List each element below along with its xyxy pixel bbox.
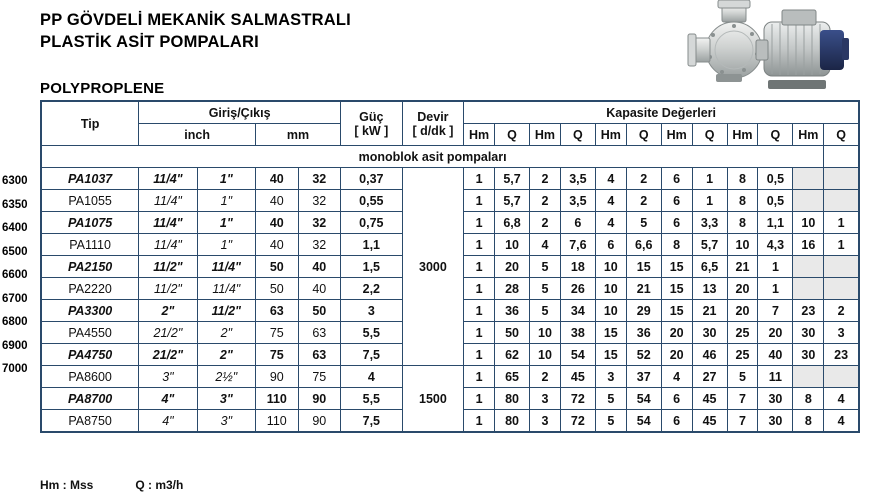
cell-mm-out: 40	[298, 278, 341, 300]
reference-code: 6350	[2, 198, 28, 211]
cell-q: 23	[824, 344, 859, 366]
cell-hm: 10	[595, 278, 626, 300]
cell-hm: 1	[464, 168, 495, 190]
cell-hm: 1	[464, 388, 495, 410]
section-band-label: monoblok asit pompaları	[41, 146, 824, 168]
cell-hm: 15	[661, 300, 692, 322]
col-header-hm: Hm	[595, 124, 626, 146]
pump-illustration-svg	[660, 0, 860, 100]
cell-q: 37	[626, 366, 661, 388]
cell-hm: 2	[530, 190, 561, 212]
cell-q: 34	[560, 300, 595, 322]
cell-power: 3	[341, 300, 403, 322]
col-header-rpm-line1: Devir	[417, 109, 449, 124]
cell-hm: 7	[727, 388, 758, 410]
col-header-q: Q	[495, 124, 530, 146]
table-row[interactable]	[41, 366, 859, 388]
cell-q: 10	[495, 234, 530, 256]
cell-inch-in: 11/4"	[139, 190, 197, 212]
cell-hm: 25	[727, 344, 758, 366]
cell-q: 40	[758, 344, 793, 366]
cell-hm: 5	[530, 278, 561, 300]
cell-power: 2,2	[341, 278, 403, 300]
cell-q: 27	[692, 366, 727, 388]
col-header-hm: Hm	[661, 124, 692, 146]
cell-hm: 5	[727, 366, 758, 388]
cell-mm-out: 32	[298, 168, 341, 190]
cell-mm-in: 50	[256, 278, 298, 300]
header	[40, 10, 640, 97]
cell-hm: 4	[661, 366, 692, 388]
col-header-tip: Tip	[41, 101, 139, 146]
cell-q	[824, 190, 859, 212]
cell-hm: 6	[661, 212, 692, 234]
cell-q: 26	[560, 278, 595, 300]
specification-table	[40, 100, 860, 433]
cell-mm-out: 75	[298, 366, 341, 388]
cell-hm	[793, 256, 824, 278]
cell-mm-in: 40	[256, 190, 298, 212]
cell-q: 1,1	[758, 212, 793, 234]
specification-table-wrapper	[40, 100, 860, 433]
cell-q: 50	[495, 322, 530, 344]
cell-q: 45	[560, 366, 595, 388]
cell-q: 54	[560, 344, 595, 366]
cell-inch-out: 1"	[197, 234, 255, 256]
cell-hm: 6	[661, 190, 692, 212]
cell-tip: PA3300	[41, 300, 139, 322]
cell-hm: 8	[793, 388, 824, 410]
cell-mm-in: 110	[256, 410, 298, 433]
cell-q: 62	[495, 344, 530, 366]
cell-power: 4	[341, 366, 403, 388]
table-row[interactable]	[41, 168, 859, 190]
cell-mm-in: 40	[256, 168, 298, 190]
cell-q: 20	[758, 322, 793, 344]
cell-hm: 4	[595, 168, 626, 190]
cell-inch-out: 11/4"	[197, 278, 255, 300]
cell-q: 4	[824, 410, 859, 433]
cell-tip: PA8700	[41, 388, 139, 410]
cell-hm	[793, 190, 824, 212]
cell-q: 65	[495, 366, 530, 388]
cell-hm: 10	[530, 322, 561, 344]
cell-tip: PA4750	[41, 344, 139, 366]
cell-hm: 2	[530, 168, 561, 190]
cell-mm-in: 40	[256, 212, 298, 234]
cell-hm: 5	[530, 300, 561, 322]
cell-hm: 4	[595, 190, 626, 212]
cell-q: 45	[692, 388, 727, 410]
cell-hm: 15	[661, 256, 692, 278]
cell-tip: PA1075	[41, 212, 139, 234]
cell-power: 0,37	[341, 168, 403, 190]
col-header-q: Q	[560, 124, 595, 146]
cell-hm: 15	[595, 322, 626, 344]
cell-hm: 5	[530, 256, 561, 278]
cell-hm: 10	[793, 212, 824, 234]
col-header-q: Q	[824, 124, 859, 146]
pump-product-image	[660, 0, 860, 100]
reference-code-column	[0, 100, 40, 382]
cell-q: 6,6	[626, 234, 661, 256]
cell-tip: PA1055	[41, 190, 139, 212]
cell-q: 18	[560, 256, 595, 278]
cell-q: 52	[626, 344, 661, 366]
col-header-power-line2: [ kW ]	[354, 123, 389, 138]
cell-q	[824, 366, 859, 388]
cell-hm: 2	[530, 366, 561, 388]
col-header-rpm-line2: [ d/dk ]	[412, 123, 454, 138]
cell-q: 1	[758, 278, 793, 300]
cell-inch-out: 11/4"	[197, 256, 255, 278]
cell-inch-in: 21/2"	[139, 322, 197, 344]
cell-q: 5	[626, 212, 661, 234]
cell-tip: PA8750	[41, 410, 139, 433]
cell-mm-out: 90	[298, 388, 341, 410]
cell-q: 80	[495, 388, 530, 410]
cell-hm: 10	[595, 300, 626, 322]
page-title-line2: PLASTİK ASİT POMPALARI	[40, 32, 259, 51]
cell-hm: 30	[793, 344, 824, 366]
col-header-hm: Hm	[464, 124, 495, 146]
cell-q: 20	[495, 256, 530, 278]
section-band-row	[41, 146, 859, 168]
cell-inch-in: 11/4"	[139, 212, 197, 234]
cell-mm-in: 40	[256, 234, 298, 256]
col-header-q: Q	[626, 124, 661, 146]
legend-q: Q : m3/h	[135, 478, 184, 492]
cell-hm: 1	[464, 190, 495, 212]
cell-q: 5,7	[495, 168, 530, 190]
cell-mm-in: 63	[256, 300, 298, 322]
cell-power: 7,5	[341, 344, 403, 366]
col-header-q: Q	[692, 124, 727, 146]
cell-hm: 6	[661, 410, 692, 433]
cell-hm: 1	[464, 344, 495, 366]
page-title	[40, 10, 640, 54]
cell-q: 4,3	[758, 234, 793, 256]
cell-q: 80	[495, 410, 530, 433]
cell-tip: PA2220	[41, 278, 139, 300]
cell-power: 1,5	[341, 256, 403, 278]
col-header-hm: Hm	[727, 124, 758, 146]
cell-hm: 8	[727, 168, 758, 190]
reference-code: 6900	[2, 339, 28, 352]
cell-inch-in: 2"	[139, 300, 197, 322]
cell-q: 4	[824, 388, 859, 410]
cell-q: 6,5	[692, 256, 727, 278]
table-head	[41, 101, 859, 146]
cell-q: 2	[626, 168, 661, 190]
cell-q: 11	[758, 366, 793, 388]
cell-q: 6	[560, 212, 595, 234]
cell-q: 36	[495, 300, 530, 322]
cell-q: 6,8	[495, 212, 530, 234]
cell-hm: 20	[661, 344, 692, 366]
table-body	[41, 146, 859, 433]
cell-q: 1	[824, 212, 859, 234]
cell-inch-in: 21/2"	[139, 344, 197, 366]
reference-code: 7000	[2, 363, 28, 375]
cell-power: 5,5	[341, 388, 403, 410]
cell-hm: 20	[727, 300, 758, 322]
cell-q: 1	[692, 168, 727, 190]
cell-mm-in: 110	[256, 388, 298, 410]
cell-hm: 6	[661, 168, 692, 190]
cell-rpm-3000: 3000	[402, 168, 464, 366]
cell-power: 1,1	[341, 234, 403, 256]
cell-q: 29	[626, 300, 661, 322]
col-header-rpm	[402, 101, 464, 146]
cell-mm-in: 75	[256, 344, 298, 366]
cell-hm: 4	[595, 212, 626, 234]
cell-q: 54	[626, 410, 661, 433]
cell-hm: 2	[530, 212, 561, 234]
cell-q: 45	[692, 410, 727, 433]
legend	[40, 478, 183, 492]
cell-hm: 3	[530, 410, 561, 433]
cell-q: 5,7	[495, 190, 530, 212]
cell-hm: 1	[464, 300, 495, 322]
cell-hm: 1	[464, 366, 495, 388]
cell-q: 2	[824, 300, 859, 322]
cell-hm: 5	[595, 388, 626, 410]
cell-hm: 6	[661, 388, 692, 410]
cell-tip: PA8600	[41, 366, 139, 388]
cell-q: 46	[692, 344, 727, 366]
cell-hm: 3	[530, 388, 561, 410]
cell-q: 30	[758, 410, 793, 433]
cell-hm: 1	[464, 278, 495, 300]
cell-q: 72	[560, 410, 595, 433]
cell-mm-out: 90	[298, 410, 341, 433]
cell-hm: 1	[464, 234, 495, 256]
cell-inch-in: 11/4"	[139, 234, 197, 256]
cell-mm-out: 32	[298, 190, 341, 212]
cell-inch-out: 3"	[197, 388, 255, 410]
cell-q: 0,5	[758, 168, 793, 190]
cell-hm: 8	[661, 234, 692, 256]
cell-power: 0,75	[341, 212, 403, 234]
cell-q: 21	[626, 278, 661, 300]
cell-q: 2	[626, 190, 661, 212]
cell-inch-out: 3"	[197, 410, 255, 433]
cell-hm: 8	[727, 212, 758, 234]
cell-hm: 25	[727, 322, 758, 344]
cell-inch-in: 4"	[139, 410, 197, 433]
cell-inch-in: 3"	[139, 366, 197, 388]
reference-code: 6300	[2, 175, 28, 187]
col-header-inch: inch	[139, 124, 256, 146]
cell-q: 21	[692, 300, 727, 322]
cell-mm-out: 50	[298, 300, 341, 322]
cell-inch-in: 4"	[139, 388, 197, 410]
cell-inch-out: 2"	[197, 322, 255, 344]
cell-hm: 20	[727, 278, 758, 300]
cell-q: 1	[758, 256, 793, 278]
cell-inch-in: 11/2"	[139, 256, 197, 278]
cell-hm: 1	[464, 212, 495, 234]
col-header-power-line1: Güç	[359, 109, 384, 124]
legend-hm: Hm : Mss	[40, 478, 94, 492]
cell-q: 15	[626, 256, 661, 278]
cell-mm-out: 32	[298, 212, 341, 234]
cell-hm: 15	[661, 278, 692, 300]
reference-code: 6700	[2, 292, 28, 305]
cell-inch-out: 11/2"	[197, 300, 255, 322]
reference-code: 6800	[2, 316, 28, 328]
cell-mm-out: 63	[298, 322, 341, 344]
col-header-mm: mm	[256, 124, 341, 146]
table-header-row-1	[41, 101, 859, 124]
cell-inch-in: 11/2"	[139, 278, 197, 300]
col-header-hm: Hm	[793, 124, 824, 146]
cell-q: 28	[495, 278, 530, 300]
cell-q: 1	[692, 190, 727, 212]
cell-mm-out: 40	[298, 256, 341, 278]
cell-tip: PA1110	[41, 234, 139, 256]
cell-q: 3,3	[692, 212, 727, 234]
cell-rpm-1500: 1500	[402, 366, 464, 433]
col-header-hm: Hm	[530, 124, 561, 146]
cell-hm	[793, 278, 824, 300]
cell-tip: PA2150	[41, 256, 139, 278]
cell-q: 36	[626, 322, 661, 344]
col-header-inlet-outlet: Giriş/Çıkış	[139, 101, 341, 124]
cell-hm	[793, 366, 824, 388]
reference-code: 6400	[2, 222, 28, 234]
col-header-q: Q	[758, 124, 793, 146]
cell-q: 0,5	[758, 190, 793, 212]
cell-hm: 15	[595, 344, 626, 366]
cell-q: 38	[560, 322, 595, 344]
cell-mm-out: 63	[298, 344, 341, 366]
cell-hm: 6	[595, 234, 626, 256]
cell-inch-out: 1"	[197, 190, 255, 212]
reference-code: 6600	[2, 269, 28, 281]
cell-hm: 23	[793, 300, 824, 322]
cell-q	[824, 168, 859, 190]
cell-inch-in: 11/4"	[139, 168, 197, 190]
cell-q: 54	[626, 388, 661, 410]
cell-q: 30	[758, 388, 793, 410]
cell-hm: 10	[595, 256, 626, 278]
cell-q	[824, 278, 859, 300]
cell-mm-out: 32	[298, 234, 341, 256]
cell-hm: 10	[530, 344, 561, 366]
cell-tip: PA1037	[41, 168, 139, 190]
page-title-line1: PP GÖVDELİ MEKANİK SALMASTRALI	[40, 11, 351, 29]
cell-q: 3,5	[560, 168, 595, 190]
cell-hm: 3	[595, 366, 626, 388]
cell-q: 13	[692, 278, 727, 300]
cell-inch-out: 2½"	[197, 366, 255, 388]
cell-q: 3	[824, 322, 859, 344]
reference-code: 6500	[2, 245, 28, 258]
cell-hm: 10	[727, 234, 758, 256]
cell-q: 5,7	[692, 234, 727, 256]
cell-hm: 1	[464, 322, 495, 344]
cell-q	[824, 256, 859, 278]
cell-hm: 20	[661, 322, 692, 344]
cell-hm: 1	[464, 410, 495, 433]
cell-mm-in: 75	[256, 322, 298, 344]
cell-hm: 7	[727, 410, 758, 433]
cell-inch-out: 1"	[197, 168, 255, 190]
page-subtitle: POLYPROPLENE	[40, 79, 165, 97]
cell-inch-out: 1"	[197, 212, 255, 234]
col-header-capacity: Kapasite Değerleri	[464, 101, 859, 124]
cell-hm	[793, 168, 824, 190]
cell-inch-out: 2"	[197, 344, 255, 366]
cell-q: 72	[560, 388, 595, 410]
cell-q: 7,6	[560, 234, 595, 256]
cell-tip: PA4550	[41, 322, 139, 344]
cell-hm: 16	[793, 234, 824, 256]
cell-hm: 5	[595, 410, 626, 433]
cell-q: 3,5	[560, 190, 595, 212]
cell-hm: 8	[727, 190, 758, 212]
cell-q: 7	[758, 300, 793, 322]
cell-hm: 1	[464, 256, 495, 278]
cell-power: 0,55	[341, 190, 403, 212]
cell-power: 5,5	[341, 322, 403, 344]
cell-hm: 30	[793, 322, 824, 344]
cell-power: 7,5	[341, 410, 403, 433]
cell-q: 30	[692, 322, 727, 344]
col-header-power	[341, 101, 403, 146]
cell-q: 1	[824, 234, 859, 256]
cell-hm: 21	[727, 256, 758, 278]
cell-hm: 8	[793, 410, 824, 433]
cell-hm: 4	[530, 234, 561, 256]
cell-mm-in: 50	[256, 256, 298, 278]
cell-mm-in: 90	[256, 366, 298, 388]
